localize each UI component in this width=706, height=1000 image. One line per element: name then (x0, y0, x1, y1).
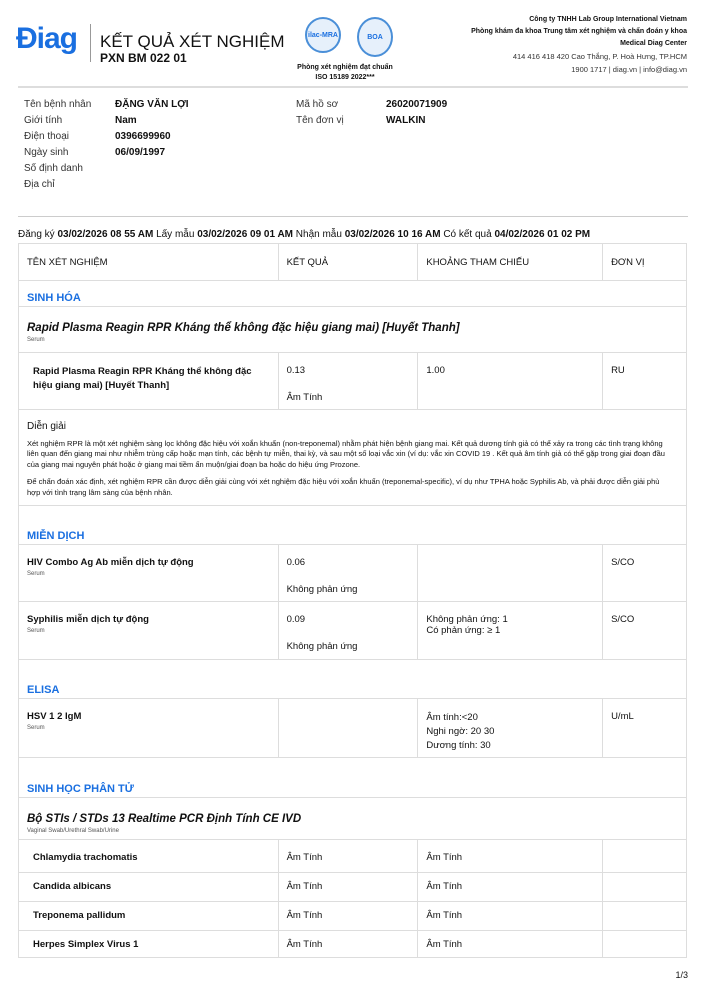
table-row: Herpes Simplex Virus 1 Âm Tính Âm Tính (19, 931, 687, 958)
section-sinh-hoc-phan-tu: SINH HỌC PHÂN TỬ (19, 758, 687, 798)
section-elisa: ELISA (19, 660, 687, 699)
group-rpr: Rapid Plasma Reagin RPR Kháng thể không đặc hiệu giang mai) [Huyết Thanh] Serum (19, 307, 687, 353)
interpretation: Diễn giải Xét nghiệm RPR là một xét nghiệm sàng lọc không đặc hiệu với xoắn khuẩn (non-treponemal) nhằm phát hiện bệnh giang mai. Kết quả dương tính giả có thể xảy ra trong các tình trạng không liên quan đến giang mai như nhiễm trùng cấp hoặc mạn tính, các bệnh tự miễn, thai kỳ, và sau một số loại vắc xin (ví dụ: vắc xin COVID 19 . Kết quả âm tính giả có thể gặp trong giai đoạn đầu của giang mai nguyên phát hoặc ở giang mai tiềm ẩn muộn/giai đoạn ba hoặc do hiệu ứng Prozone. Để chẩn đoán xác định, xét nghiệm RPR cần được diễn giải cùng với xét nghiệm đặc hiệu với xoắn khuẩn (treponemal-specific), ví dụ như TPHA hoặc Syphilis Ab, và phải được diễn giải phù hợp với tình trạng lâm sàng của bệnh nhân. (19, 410, 687, 506)
contact-info: 414 416 418 420 Cao Thắng, P. Hoà Hưng, TP.HCM 1900 1717 | diag.vn | info@diag.vn (512, 52, 687, 74)
group-sti: Bộ STIs / STDs 13 Realtime PCR Định Tính CE IVD Vaginal Swab/Urethral Swab/Urine (19, 798, 687, 840)
table-row: Syphilis miễn dịch tự động Serum 0.09 Không phản ứng Không phản ứng: 1 Có phản ứng: ≥ 1 S/CO (19, 602, 687, 660)
header-divider (18, 86, 688, 88)
diag-logo: Điag (16, 22, 78, 55)
ilac-seal-icon: ilac-MRA (305, 17, 341, 53)
page-number: 1/3 (675, 970, 688, 980)
company-info: Công ty TNHH Lab Group International Vietnam Phòng khám đa khoa Trung tâm xét nghiệm và chẩn đoán y khoa Medical Diag Center (471, 16, 687, 47)
table-row: HIV Combo Ag Ab miễn dịch tự động Serum 0.06 Không phản ứng S/CO (19, 545, 687, 602)
accreditation-text: Phòng xét nghiệm đạt chuẩn ISO 15189 2022*** (297, 64, 393, 81)
section-mien-dich: MIỄN DỊCH (19, 506, 687, 545)
table-row: Chlamydia trachomatis Âm Tính Âm Tính (19, 840, 687, 873)
table-row: Rapid Plasma Reagin RPR Kháng thể không đặc hiệu giang mai) [Huyết Thanh] 0.13 Âm Tính 1.00 RU (19, 353, 687, 410)
timeline: Đăng ký 03/02/2026 08 55 AM Lấy mẫu 03/02/2026 09 01 AM Nhận mẫu 03/02/2026 10 16 AM Có kết quả 04/02/2026 01 02 PM (18, 229, 591, 240)
results-table: TÊN XÉT NGHIỆM KẾT QUẢ KHOẢNG THAM CHIẾU ĐƠN VỊ SINH HÓA Rapid Plasma Reagin RPR Kháng thể không đặc hiệu giang mai) [Huyết Thanh] Serum Rapid Plasma Reagin RPR Kháng thể không đặc hiệu giang mai) [Huyết Thanh] 0.13 Âm Tính 1.00 RU Diễn giải Xét nghiệm RPR là một xét nghiệm sàng lọc không đặc hiệu với xoắn khuẩn (non-treponemal) nhằm phát hiện bệnh giang mai. Kết quả dương tính giả có thể xảy ra trong các tình trạng không liên quan đến giang mai như nhiễm trùng cấp hoặc mạn tính, các bệnh tự miễn, thai kỳ, và sau một số loại vắc xin (ví dụ: vắc xin COVID 19 . Kết quả âm tính giả có thể gặp trong giai đoạn đầu của giang mai nguyên phát hoặc ở giang mai tiềm ẩn muộn/giai đoạn ba hoặc do hiệu ứng Prozone. Để chẩn đoán xác định, xét nghiệm RPR cần được diễn giải cùng với xét nghiệm đặc hiệu với xoắn khuẩn (treponemal-specific), ví dụ như TPHA hoặc Syphilis Ab, và phải được diễn giải phù hợp với tình trạng lâm sàng của bệnh nhân. MIỄN DỊCH HIV Combo Ag Ab miễn dịch tự động Serum 0.06 Không phản ứng S/CO Syphilis miễn dịch tự động Serum 0.09 Không phản ứng Không phản ứng: 1 Có phản ứng: ≥ 1 S/CO ELISA HSV 1 2 IgM Serum Âm tính:<20 Nghi ngờ: 20 30 Dương tính: 30 U/mL SINH HỌC PHÂN TỬ Bộ STIs / STDs 13 Realtime PCR Định Tính CE IVD Vaginal Swab/Urethral Swab/Urine Chlamydia trachomatis Âm Tính Âm Tính Candida albicans Âm Tính Âm Tính Treponema pallidum Âm Tính Âm Tính Herpes Simplex Virus 1 Âm Tính Âm Tính (18, 243, 687, 958)
section-sinh-hoa: SINH HÓA (19, 281, 687, 307)
table-row: Treponema pallidum Âm Tính Âm Tính (19, 902, 687, 931)
table-row: HSV 1 2 IgM Serum Âm tính:<20 Nghi ngờ: 20 30 Dương tính: 30 U/mL (19, 699, 687, 758)
form-code: PXN BM 022 01 (100, 51, 187, 65)
report-title: KẾT QUẢ XÉT NGHIỆM (100, 32, 285, 51)
boa-seal-icon: BOA (357, 17, 393, 57)
table-row: Candida albicans Âm Tính Âm Tính (19, 873, 687, 902)
info-divider (18, 216, 688, 217)
divider (90, 24, 91, 62)
